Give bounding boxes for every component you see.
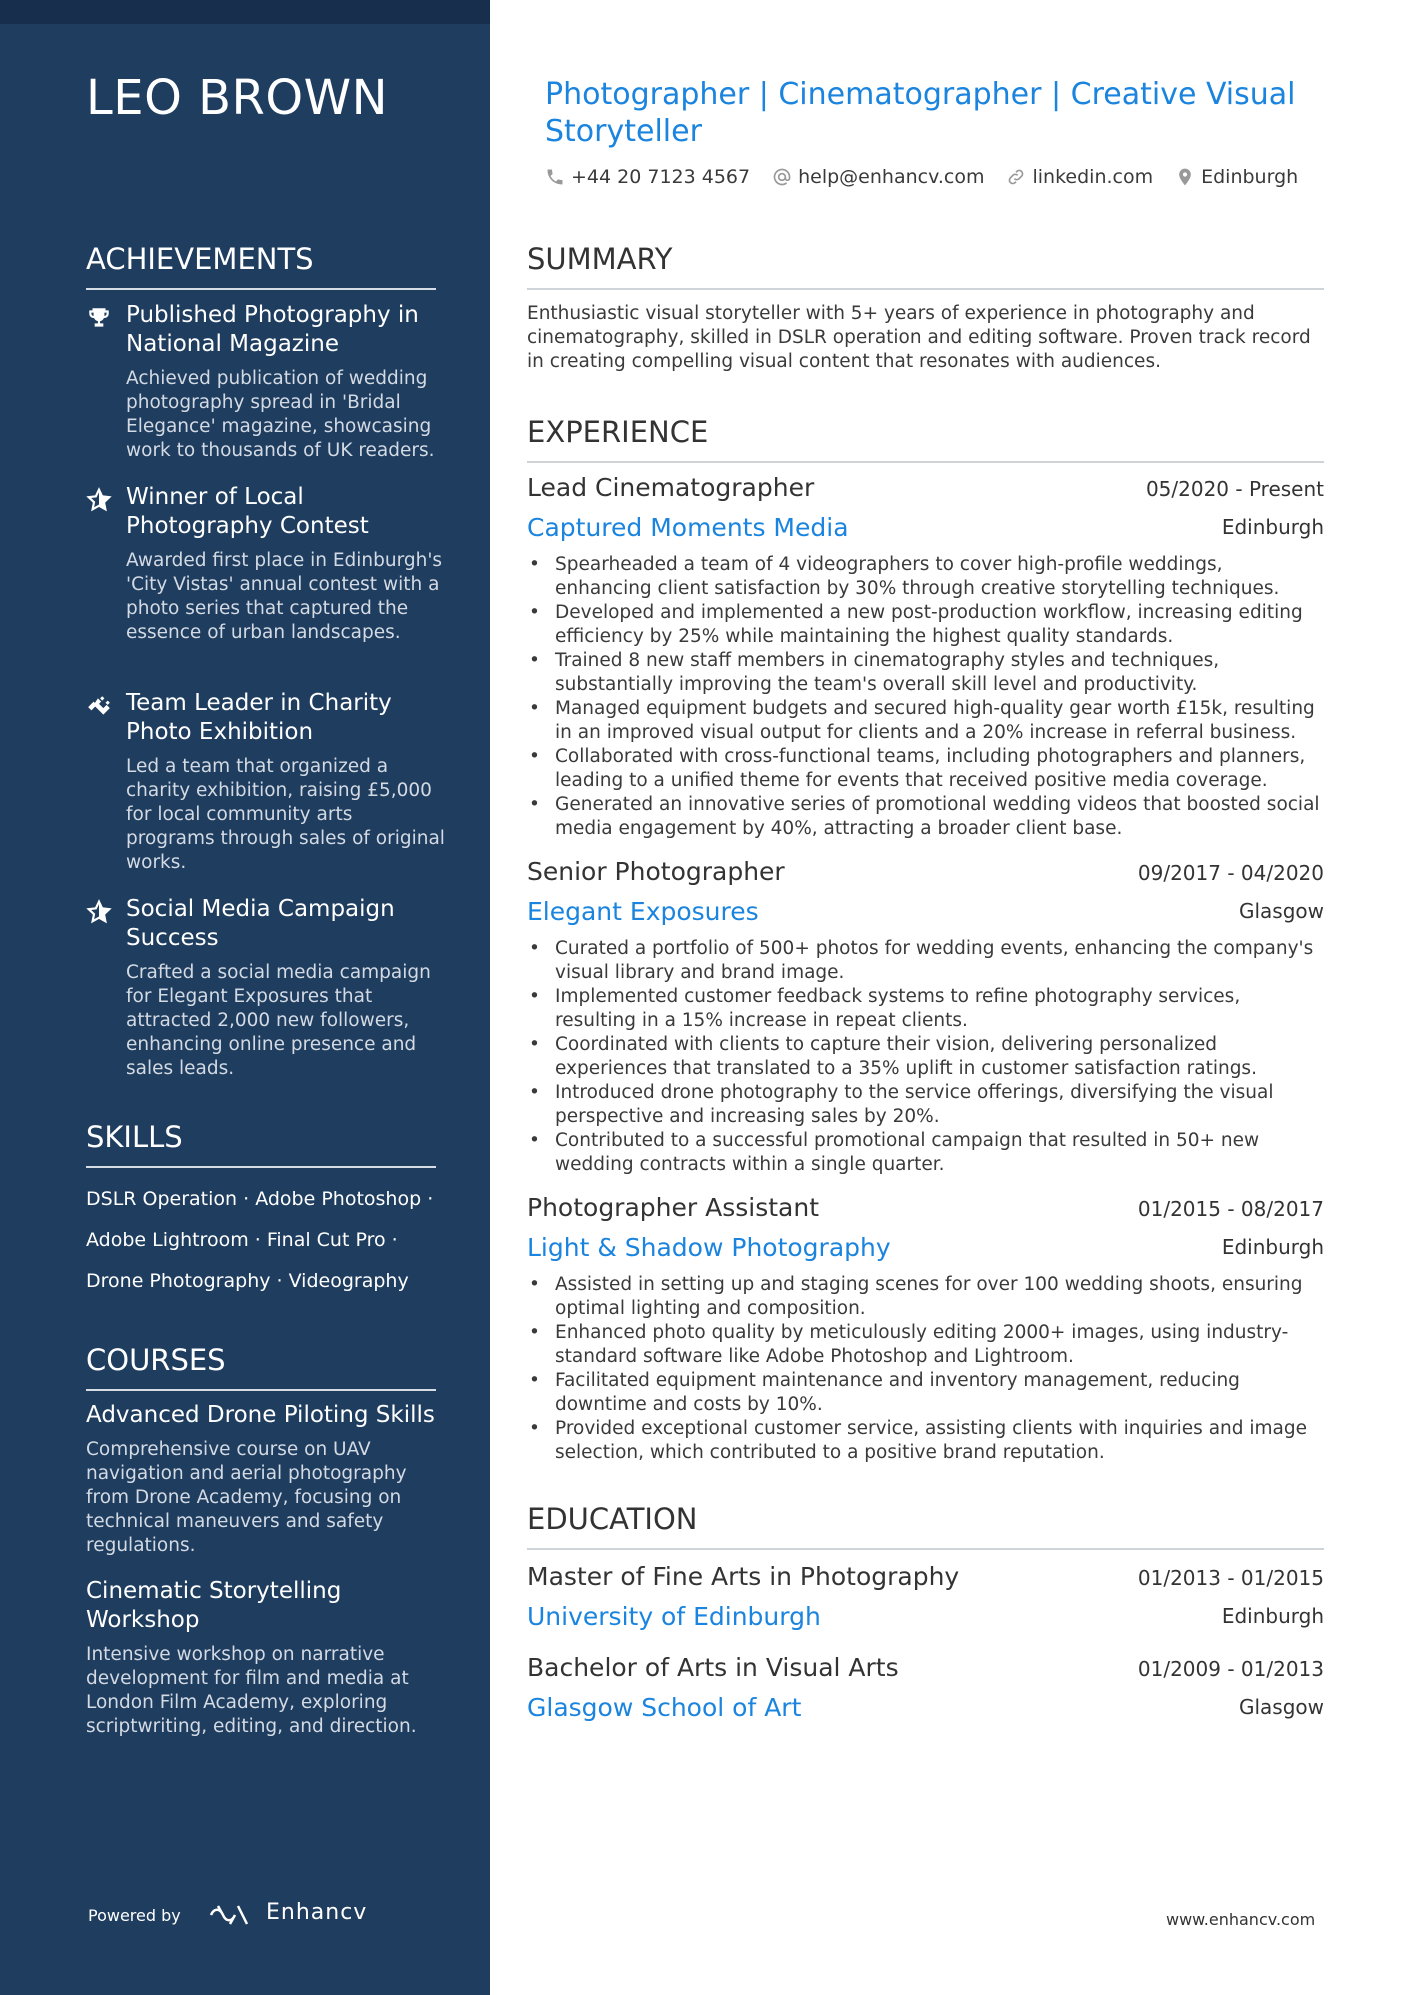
- contact-phone[interactable]: [545, 164, 750, 190]
- company-name: Captured Moments Media: [527, 513, 849, 542]
- job-bullet: • Assisted in setting up and staging scenes for over 100 wedding shoots, ensuring optimal lighting and composition.: [527, 1273, 1324, 1321]
- job-bullet: • Spearheaded a team of 4 videographers to cover high-profile weddings, enhancing client satisfaction by 30% through creative storytelling techniques.: [527, 553, 1324, 601]
- job-bullet: • Collaborated with cross-functional teams, including photographers and planners, leading to a unified theme for events that received positive media coverage.: [527, 745, 1324, 793]
- powered-by-label: Powered by: [88, 1906, 181, 1925]
- contact-email-text: help@enhancv.com: [798, 166, 985, 188]
- job-title-row: [527, 1193, 1324, 1233]
- job-entry: [527, 857, 1324, 1177]
- contact-bar: [545, 164, 1298, 190]
- school-row: [527, 1602, 1324, 1642]
- enhancv-logo-icon: [208, 1902, 250, 1928]
- sidebar: [0, 0, 490, 1995]
- contact-linkedin-text: linkedin.com: [1032, 166, 1154, 188]
- job-bullet: • Provided exceptional customer service, assisting clients with inquiries and image selection, which contributed to a positive brand reputation.: [527, 1417, 1324, 1465]
- star-icon: [86, 899, 112, 925]
- school-name: University of Edinburgh: [527, 1602, 821, 1631]
- job-dates: 05/2020 - Present: [1145, 477, 1324, 501]
- achievement-item: [86, 689, 446, 875]
- achievement-title: Team Leader in Charity Photo Exhibition: [126, 690, 392, 745]
- achievement-item: [86, 301, 446, 463]
- job-location: Edinburgh: [1221, 1235, 1324, 1259]
- skills-heading: SKILLS: [86, 1120, 436, 1168]
- job-entry: [527, 1193, 1324, 1465]
- achievement-description: Awarded first place in Edinburgh's 'City Vistas' annual contest with a photo series that captured the essence of urban landscapes.: [126, 550, 443, 643]
- achievements-heading: ACHIEVEMENTS: [86, 242, 436, 290]
- job-bullet: • Implemented customer feedback systems to refine photography services, resulting in a 15% increase in repeat clients.: [527, 985, 1324, 1033]
- job-title-row: [527, 473, 1324, 513]
- contact-location-text: Edinburgh: [1201, 166, 1299, 188]
- skills-list: [86, 1179, 456, 1302]
- education-location: Glasgow: [1238, 1695, 1324, 1719]
- job-entry: [527, 473, 1324, 841]
- company-name: Light & Shadow Photography: [527, 1233, 891, 1262]
- contact-linkedin[interactable]: [1006, 164, 1153, 190]
- education-dates: 01/2013 - 01/2015: [1137, 1566, 1324, 1590]
- candidate-name: LEO BROWN: [86, 70, 389, 126]
- degree-row: [527, 1653, 1324, 1693]
- education-dates: 01/2009 - 01/2013: [1137, 1657, 1324, 1681]
- job-title: Photographer Assistant: [527, 1193, 819, 1222]
- degree-title: Master of Fine Arts in Photography: [527, 1562, 960, 1591]
- enhancv-brand: Enhancv: [266, 1900, 368, 1925]
- degree-title: Bachelor of Arts in Visual Arts: [527, 1653, 899, 1682]
- achievement-description: Led a team that organized a charity exhibition, raising £5,000 for local community arts programs through sales of original works.: [126, 756, 445, 873]
- school-row: [527, 1693, 1324, 1733]
- job-bullet: • Trained 8 new staff members in cinematography styles and techniques, substantially improving the team's overall skill level and productivity.: [527, 649, 1324, 697]
- skills-line: Drone Photography · Videography: [86, 1270, 409, 1292]
- education-entry: [527, 1562, 1324, 1642]
- star-icon: [86, 487, 112, 513]
- experience-heading: EXPERIENCE: [527, 415, 1324, 463]
- achievement-description: Achieved publication of wedding photography spread in 'Bridal Elegance' magazine, showcasing work to thousands of UK readers.: [126, 368, 435, 461]
- achievement-item: [86, 895, 446, 1081]
- job-title-row: [527, 857, 1324, 897]
- job-bullets: [527, 937, 1324, 1177]
- job-bullet: • Contributed to a successful promotional campaign that resulted in 50+ new wedding contracts within a single quarter.: [527, 1129, 1324, 1177]
- phone-icon: [545, 167, 565, 187]
- company-row: [527, 1233, 1324, 1273]
- job-bullet: • Introduced drone photography to the service offerings, diversifying the visual perspective and increasing sales by 20%.: [527, 1081, 1324, 1129]
- company-row: [527, 897, 1324, 937]
- skills-line: Adobe Lightroom · Final Cut Pro ·: [86, 1229, 398, 1251]
- handshake-icon: [86, 693, 112, 719]
- job-bullet: • Facilitated equipment maintenance and inventory management, reducing downtime and costs by 10%.: [527, 1369, 1324, 1417]
- summary-heading: SUMMARY: [527, 242, 1324, 290]
- job-bullets: [527, 553, 1324, 841]
- course-item: [86, 1401, 446, 1558]
- location-pin-icon: [1175, 167, 1195, 187]
- contact-phone-text: +44 20 7123 4567: [571, 166, 751, 188]
- education-entry: [527, 1653, 1324, 1733]
- job-location: Edinburgh: [1221, 515, 1324, 539]
- summary-text: Enthusiastic visual storyteller with 5+ years of experience in photography and cinematography, skilled in DSLR operation and editing software. Proven track record in creating compelling visual content that resonates with audiences.: [527, 303, 1311, 372]
- contact-email[interactable]: [772, 164, 984, 190]
- job-bullet: • Generated an innovative series of promotional wedding videos that boosted social media engagement by 40%, attracting a broader client base.: [527, 793, 1324, 841]
- skills-line: DSLR Operation · Adobe Photoshop ·: [86, 1188, 434, 1210]
- job-dates: 09/2017 - 04/2020: [1137, 861, 1324, 885]
- job-dates: 01/2015 - 08/2017: [1137, 1197, 1324, 1221]
- company-row: [527, 513, 1324, 553]
- job-bullet: • Managed equipment budgets and secured high-quality gear worth £15k, resulting in an improved visual output for clients and a 20% increase in referral business.: [527, 697, 1324, 745]
- job-title: Senior Photographer: [527, 857, 785, 886]
- course-description: Intensive workshop on narrative development for film and media at London Film Academy, exploring scriptwriting, editing, and direction.: [86, 1644, 417, 1737]
- job-bullets: [527, 1273, 1324, 1465]
- job-bullet: • Curated a portfolio of 500+ photos for wedding events, enhancing the company's visual library and brand image.: [527, 937, 1324, 985]
- course-title: Advanced Drone Piloting Skills: [86, 1402, 435, 1428]
- education-heading: EDUCATION: [527, 1502, 1324, 1550]
- headline: Photographer | Cinematographer | Creative Visual Storyteller: [545, 77, 1296, 149]
- degree-row: [527, 1562, 1324, 1602]
- job-location: Glasgow: [1238, 899, 1324, 923]
- at-icon: [772, 167, 792, 187]
- job-bullet: • Coordinated with clients to capture their vision, delivering personalized experiences that translated to a 35% uplift in customer satisfaction ratings.: [527, 1033, 1324, 1081]
- trophy-icon: [86, 305, 112, 331]
- contact-location: [1175, 164, 1298, 190]
- course-title: Cinematic Storytelling Workshop: [86, 1578, 342, 1633]
- course-item: [86, 1577, 446, 1739]
- education-location: Edinburgh: [1221, 1604, 1324, 1628]
- job-bullet: • Enhanced photo quality by meticulously editing 2000+ images, using industry-standard software like Adobe Photoshop and Lightroom.: [527, 1321, 1324, 1369]
- achievement-title: Social Media Campaign Success: [126, 896, 395, 951]
- company-name: Elegant Exposures: [527, 897, 759, 926]
- school-name: Glasgow School of Art: [527, 1693, 802, 1722]
- job-title: Lead Cinematographer: [527, 473, 815, 502]
- course-description: Comprehensive course on UAV navigation and aerial photography from Drone Academy, focusing on technical maneuvers and safety regulations.: [86, 1439, 407, 1556]
- job-bullet: • Developed and implemented a new post-production workflow, increasing editing efficiency by 25% while maintaining the highest quality standards.: [527, 601, 1324, 649]
- link-icon: [1006, 167, 1026, 187]
- achievement-title: Published Photography in National Magazine: [126, 302, 419, 357]
- achievement-title: Winner of Local Photography Contest: [126, 484, 369, 539]
- courses-heading: COURSES: [86, 1343, 436, 1391]
- achievement-description: Crafted a social media campaign for Elegant Exposures that attracted 2,000 new followers, enhancing online presence and sales leads.: [126, 962, 431, 1079]
- footer-url[interactable]: www.enhancv.com: [1166, 1910, 1316, 1929]
- achievement-item: [86, 483, 446, 645]
- sidebar-top-bar: [0, 0, 490, 24]
